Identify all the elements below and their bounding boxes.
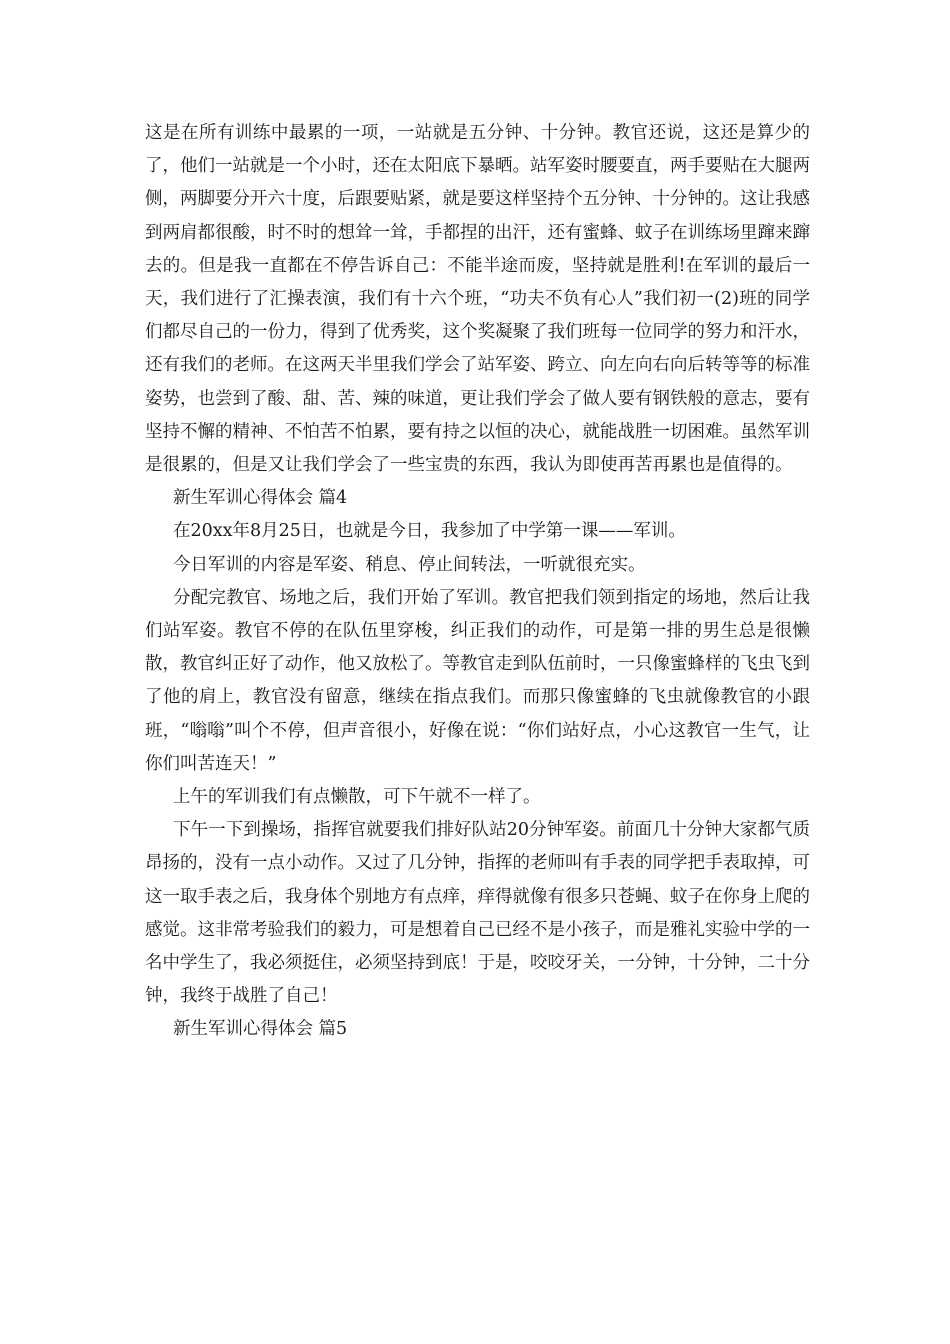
paragraph-4: 分配完教官、场地之后，我们开始了军训。教官把我们领到指定的场地，然后让我们站军姿。教官不停的在队伍里穿梭，纠正我们的动作，可是第一排的男生总是很懒散，教官纠正好了动作，他又放松了。等教官走到队伍前时，一只像蜜蜂样的飞虫飞到了他的肩上，教官没有留意，继续在指点我们。而那只像蜜蜂的飞虫就像教官的小跟班，“嗡嗡”叫个不停，但声音很小，好像在说：“你们站好点，小心这教官一生气，让你们叫苦连天！”	[145, 587, 810, 774]
paragraph-5: 上午的军训我们有点懒散，可下午就不一样了。	[173, 787, 541, 808]
paragraph-3: 今日军训的内容是军姿、稍息、停止间转法，一听就很充实。	[173, 554, 646, 575]
paragraph-6: 下午一下到操场，指挥官就要我们排好队站20分钟军姿。前面几十分钟大家都气质昂扬的，没有一点小动作。又过了几分钟，指挥的老师叫有手表的同学把手表取掉，可这一取手表之后，我身体个别地方有点痒，痒得就像有很多只苍蝇、蚊子在你身上爬的感觉。这非常考验我们的毅力，可是想着自己已经不是小孩子，而是雅礼实验中学的一名中学生了，我必须挺住，必须坚持到底！于是，咬咬牙关，一分钟，十分钟，二十分钟，我终于战胜了自己！	[145, 820, 810, 1007]
section-heading-4: 新生军训心得体会 篇4	[173, 488, 348, 509]
paragraph-2: 在20xx年8月25日，也就是今日，我参加了中学第一课——军训。	[173, 521, 686, 542]
paragraph-1: 这是在所有训练中最累的一项，一站就是五分钟、十分钟。教官还说，这还是算少的了，他们一站就是一个小时，还在太阳底下暴晒。站军姿时腰要直，两手要贴在大腿两侧，两脚要分开六十度，后跟要贴紧，就是要这样坚持个五分钟、十分钟的。这让我感到两肩都很酸，时不时的想耸一耸，手都捏的出汗，还有蜜蜂、蚊子在训练场里蹿来蹿去的。但是我一直都在不停告诉自己：不能半途而废，坚持就是胜利!在军训的最后一天，我们进行了汇操表演，我们有十六个班，“功夫不负有心人”我们初一(2)班的同学们都尽自己的一份力，得到了优秀奖，这个奖凝聚了我们班每一位同学的努力和汗水，还有我们的老师。在这两天半里我们学会了站军姿、跨立、向左向右向后转等等的标准姿势，也尝到了酸、甜、苦、辣的味道，更让我们学会了做人要有钢铁般的意志，要有坚持不懈的精神、不怕苦不怕累，要有持之以恒的决心，就能战胜一切困难。虽然军训是很累的，但是又让我们学会了一些宝贵的东西，我认为即使再苦再累也是值得的。	[145, 123, 810, 476]
section-heading-5: 新生军训心得体会 篇5	[173, 1019, 348, 1040]
document-body	[145, 117, 810, 1047]
